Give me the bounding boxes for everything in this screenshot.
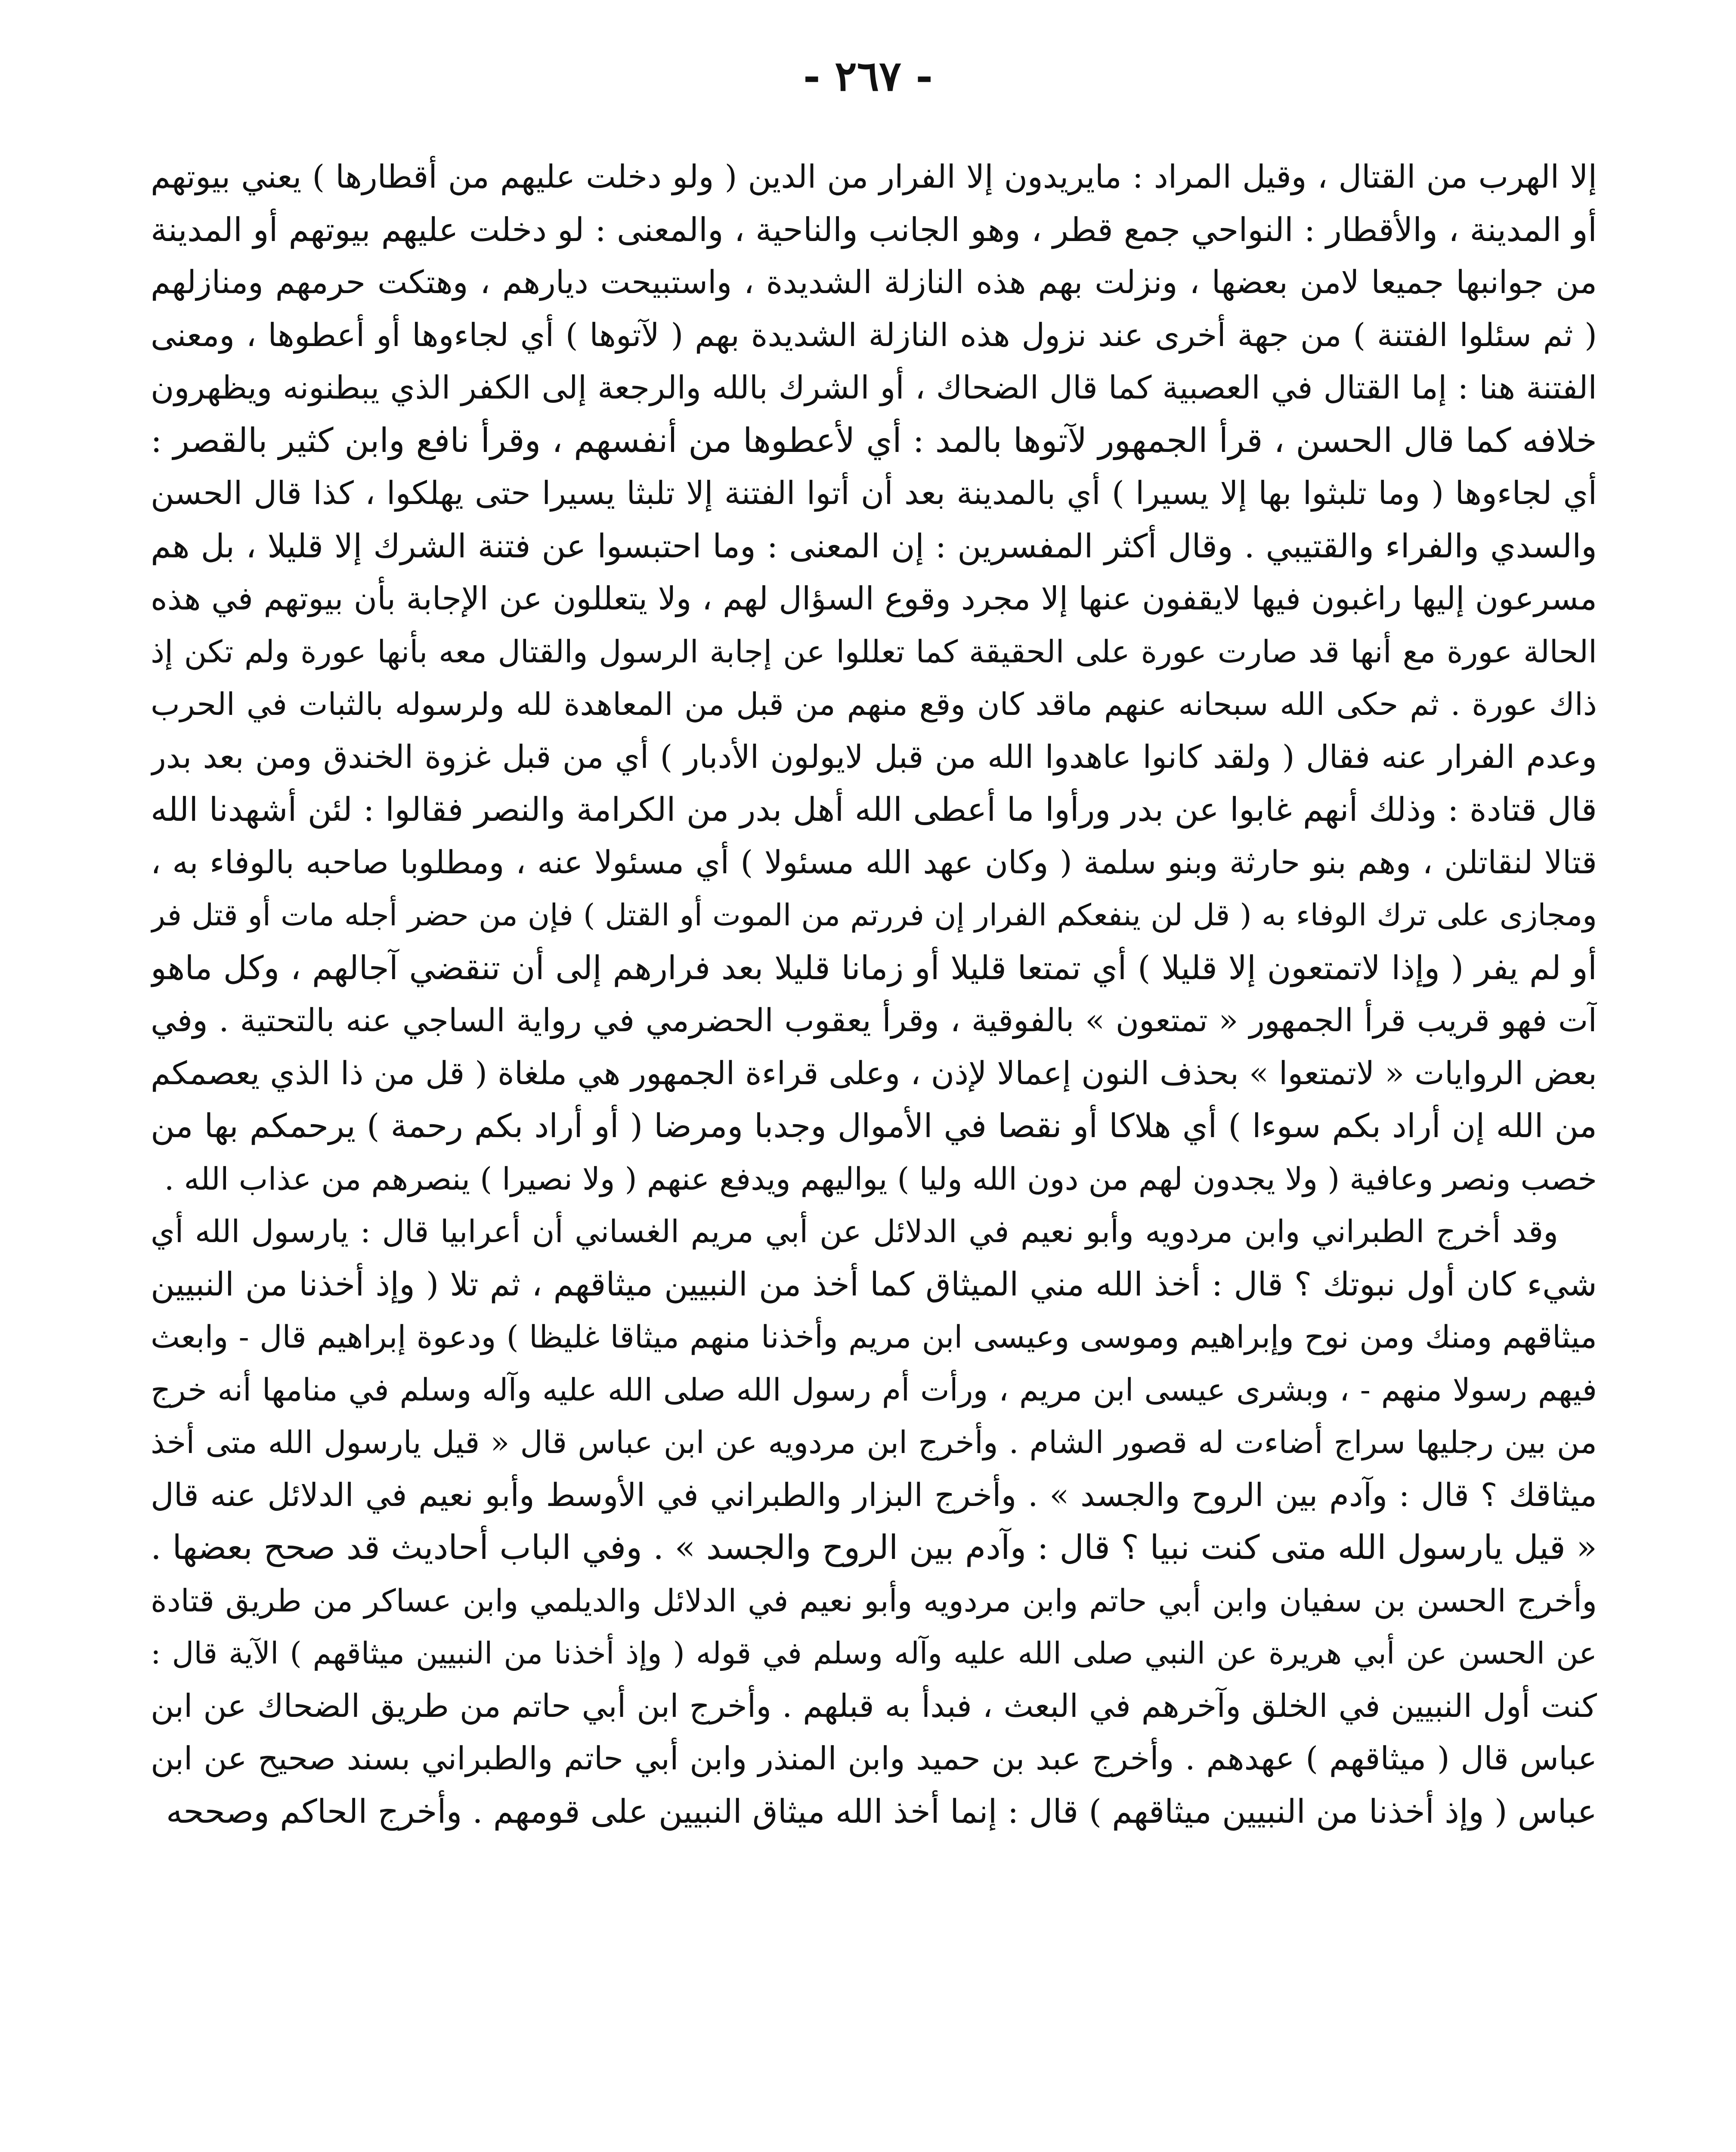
text-line: الحالة عورة مع أنها قد صارت عورة على الحقيقة كما تعللوا عن إجابة الرسول والقتال معه بأنها عورة ولم تكن إذ <box>151 633 1597 670</box>
text-line: أي لجاءوها ( وما تلبثوا بها إلا يسيرا ) أي بالمدينة بعد أن أتوا الفتنة إلا تلبثا يسيرا حتى يهلكوا ، كذا قال الحسن <box>151 475 1597 512</box>
text-line: بعض الروايات « لاتمتعوا » بحذف النون إعمالا لإذن ، وعلى قراءة الجمهور هي ملغاة ( قل من ذا الذي يعصمكم <box>151 1054 1597 1092</box>
text-line: « قيل يارسول الله متى كنت نبيا ؟ قال : وآدم بين الروح والجسد » . وفي الباب أحاديث قد صحح بعضها . <box>151 1528 1597 1567</box>
text-line: أو المدينة ، والأقطار : النواحي جمع قطر ، وهو الجانب والناحية ، والمعنى : لو دخلت عليهم بيوتهم أو المدينة <box>151 210 1597 249</box>
text-line: أو لم يفر ( وإذا لاتمتعون إلا قليلا ) أي تمتعا قليلا أو زمانا قليلا بعد فرارهم إلى أن تنقضي آجالهم ، وكل ماهو <box>151 948 1597 987</box>
body-text <box>151 151 1597 1838</box>
text-line: عن الحسن عن أبي هريرة عن النبي صلى الله عليه وآله وسلم في قوله ( وإذ أخذنا من النبيين ميثاقهم ) الآية قال : <box>151 1636 1597 1671</box>
text-line: قتالا لنقاتلن ، وهم بنو حارثة وبنو سلمة ( وكان عهد الله مسئولا ) أي مسئولا عنه ، ومطلوبا صاحبه بالوفاء به ، <box>151 844 1597 881</box>
text-line: فيهم رسولا منهم - ، وبشرى عيسى ابن مريم ، ورأت أم رسول الله صلى الله عليه وآله وسلم في منامها أنه خرج <box>151 1371 1597 1408</box>
text-line: خصب ونصر وعافية ( ولا يجدون لهم من دون الله وليا ) يواليهم ويدفع عنهم ( ولا نصيرا ) ينصرهم من عذاب الله . <box>164 1160 1597 1197</box>
text-line: ميثاقك ؟ قال : وآدم بين الروح والجسد » . وأخرج البزار والطبراني في الأوسط وأبو نعيم في الدلائل عنه قال <box>151 1476 1597 1514</box>
text-line: عباس ( وإذ أخذنا من النبيين ميثاقهم ) قال : إنما أخذ الله ميثاق النبيين على قومهم . وأخرج الحاكم وصححه <box>166 1792 1597 1830</box>
text-line: من بين رجليها سراج أضاءت له قصور الشام . وأخرج ابن مردويه عن ابن عباس قال « قيل يارسول الله متى أخذ <box>151 1424 1597 1460</box>
text-line: قال قتادة : وذلك أنهم غابوا عن بدر ورأوا ما أعطى الله أهل بدر من الكرامة والنصر فقالوا : لئن أشهدنا الله <box>151 790 1597 829</box>
text-line: ميثاقهم ومنك ومن نوح وإبراهيم وموسى وعيسى ابن مريم وأخذنا منهم ميثاقا غليظا ) ودعوة إبراهيم قال - وابعث <box>151 1319 1597 1355</box>
text-line: الفتنة هنا : إما القتال في العصبية كما قال الضحاك ، أو الشرك بالله والرجعة إلى الكفر الذي يبطنونه ويظهرون <box>151 369 1597 406</box>
text-line: والسدي والفراء والقتيبي . وقال أكثر المفسرين : إن المعنى : وما احتبسوا عن فتنة الشرك إلا قليلا ، بل هم <box>151 526 1597 565</box>
text-line: مسرعون إليها راغبون فيها لايقفون عنها إلا مجرد وقوع السؤال لهم ، ولا يتعللون عن الإجابة بأن بيوتهم في هذه <box>151 580 1597 617</box>
page-number: - ٢٦٧ - <box>803 52 933 100</box>
text-line: عباس قال ( ميثاقهم ) عهدهم . وأخرج عبد بن حميد وابن المنذر وابن أبي حاتم والطبراني بسند صحيح عن ابن <box>151 1740 1597 1777</box>
text-line: إلا الهرب من القتال ، وقيل المراد : مايريدون إلا الفرار من الدين ( ولو دخلت عليهم من أقطارها ) يعني بيوتهم <box>151 158 1597 195</box>
text-line: من جوانبها جميعا لامن بعضها ، ونزلت بهم هذه النازلة الشديدة ، واستبيحت ديارهم ، وهتكت حرمهم ومنازلهم <box>151 264 1597 301</box>
text-line: خلافه كما قال الحسن ، قرأ الجمهور لآتوها بالمد : أي لأعطوها من أنفسهم ، وقرأ نافع وابن كثير بالقصر : <box>151 421 1597 460</box>
text-line: وأخرج الحسن بن سفيان وابن أبي حاتم وابن مردويه وأبو نعيم في الدلائل والديلمي وابن عساكر من طريق قتادة <box>151 1582 1597 1619</box>
text-line: كنت أول النبيين في الخلق وآخرهم في البعث ، فبدأ به قبلهم . وأخرج ابن أبي حاتم من طريق الضحاك عن ابن <box>151 1687 1597 1725</box>
text-line: وقد أخرج الطبراني وابن مردويه وأبو نعيم في الدلائل عن أبي مريم الغساني أن أعرابيا قال : يارسول الله أي <box>151 1213 1558 1249</box>
text-line: من الله إن أراد بكم سوءا ) أي هلاكا أو نقصا في الأموال وجدبا ومرضا ( أو أراد بكم رحمة ) يرحمكم بها من <box>151 1107 1597 1145</box>
text-line: وعدم الفرار عنه فقال ( ولقد كانوا عاهدوا الله من قبل لايولون الأدبار ) أي من قبل غزوة الخندق ومن بعد بدر <box>151 738 1597 776</box>
text-line: شيء كان أول نبوتك ؟ قال : أخذ الله مني الميثاق كما أخذ من النبيين ميثاقهم ، ثم تلا ( وإذ أخذنا من النبيين <box>151 1265 1597 1303</box>
text-line: ومجازى على ترك الوفاء به ( قل لن ينفعكم الفرار إن فررتم من الموت أو القتل ) فإن من حضر أجله مات أو قتل فر <box>151 897 1597 933</box>
text-line: ذاك عورة . ثم حكى الله سبحانه عنهم ماقد كان وقع منهم من قبل من المعاهدة لله ولرسوله بالثبات في الحرب <box>151 686 1597 722</box>
text-line: ( ثم سئلوا الفتنة ) من جهة أخرى عند نزول هذه النازلة الشديدة بهم ( لآتوها ) أي لجاءوها أو أعطوها ، ومعنى <box>151 316 1597 354</box>
text-line: آت فهو قريب قرأ الجمهور « تمتعون » بالفوقية ، وقرأ يعقوب الحضرمي في رواية الساجي عنه بالتحتية . وفي <box>151 1002 1597 1039</box>
